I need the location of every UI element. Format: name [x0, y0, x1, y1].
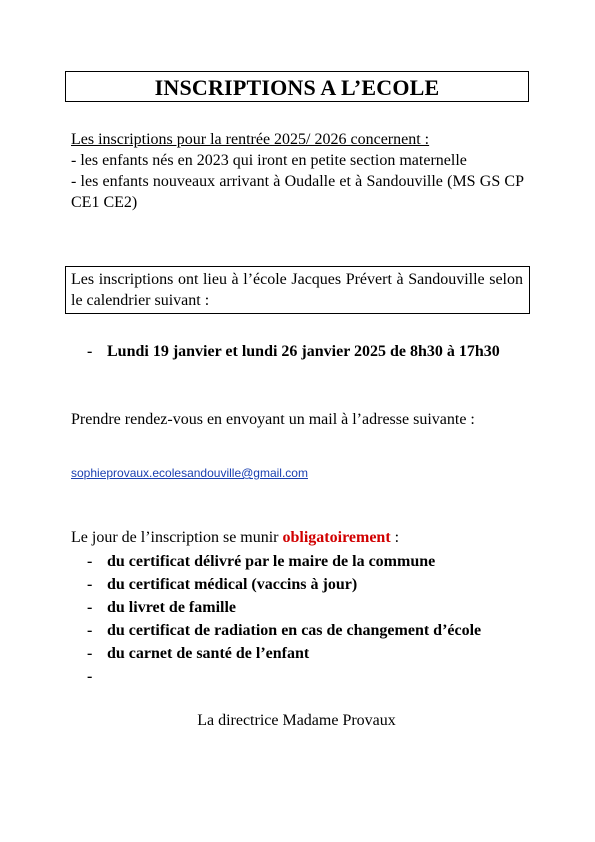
bullet-dash: - — [87, 553, 93, 570]
page-title: INSCRIPTIONS A L’ECOLE — [65, 71, 529, 102]
bullet-dash: - — [87, 599, 93, 616]
dates-text: Lundi 19 janvier et lundi 26 janvier 2025 de 8h30 à 17h30 — [107, 343, 500, 360]
documents-list — [87, 550, 524, 688]
list-item — [87, 573, 524, 596]
bullet-dash: - — [87, 576, 93, 593]
documents-intro — [71, 527, 524, 548]
list-item-text: du certificat délivré par le maire de la commune — [107, 553, 436, 570]
bullet-dash: - — [87, 622, 93, 639]
intro-line-petite-section: - les enfants nés en 2023 qui iront en petite section maternelle — [71, 152, 467, 169]
documents-intro-before: Le jour de l’inscription se munir — [71, 529, 283, 546]
intro-section — [71, 129, 524, 213]
intro-heading: Les inscriptions pour la rentrée 2025/ 2026 concernent : — [71, 131, 430, 148]
location-text: Les inscriptions ont lieu à l’école Jacques Prévert à Sandouville selon le calendrier suivant : — [71, 271, 523, 309]
documents-intro-after: : — [390, 529, 400, 546]
bullet-dash: - — [87, 668, 93, 685]
list-item — [87, 596, 524, 619]
list-item-text: du certificat de radiation en cas de changement d’école — [107, 622, 482, 639]
list-item-text: du carnet de santé de l’enfant — [107, 645, 310, 662]
list-item — [87, 619, 524, 642]
list-item — [87, 550, 524, 573]
intro-line-nouveaux-arrivants: - les enfants nouveaux arrivant à Oudalle et à Sandouville (MS GS CP CE1 CE2) — [71, 173, 524, 211]
bullet-dash: - — [87, 645, 93, 662]
rdv-section — [71, 409, 524, 430]
bullet-dash: - — [87, 343, 93, 360]
rdv-text: Prendre rendez-vous en envoyant un mail à l’adresse suivante : — [71, 411, 475, 428]
signature-text: La directrice Madame Provaux — [197, 712, 396, 729]
list-item — [87, 665, 524, 688]
signature — [0, 710, 595, 731]
list-item — [87, 642, 524, 665]
list-item-text: du certificat médical (vaccins à jour) — [107, 576, 358, 593]
list-item-text: du livret de famille — [107, 599, 237, 616]
list-item-text — [107, 665, 524, 688]
dates-item — [87, 341, 524, 362]
obligatoirement-emphasis: obligatoirement — [282, 529, 391, 546]
email-link[interactable]: sophieprovaux.ecolesandouville@gmail.com — [71, 466, 308, 480]
location-box — [65, 266, 530, 314]
